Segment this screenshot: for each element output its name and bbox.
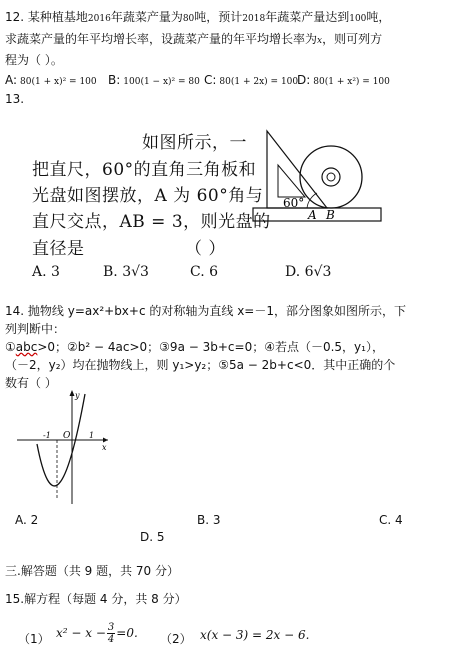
q13-number: 13.	[5, 92, 25, 106]
q14-parabola-graph	[15, 388, 110, 506]
q15-part2-label: （2）	[160, 632, 192, 646]
ruler-shape	[253, 208, 381, 221]
disc-hole	[327, 173, 335, 181]
q13-option-d: D. 6√3	[285, 264, 332, 280]
q12-option-c: C: 80(1 + 2x) = 100	[204, 73, 299, 87]
origin-label: O	[63, 431, 71, 441]
q13-answer-blank: （ ）	[185, 239, 226, 259]
q13-line3: 光盘如图摆放，A 为 60°角与	[32, 186, 264, 206]
y-axis-label: y	[75, 391, 80, 400]
q13-line2: 把直尺，60°的直角三角板和	[32, 160, 257, 180]
q14-line2: 列判断中：	[5, 322, 66, 336]
q13-line1: 如图所示，一	[142, 133, 247, 153]
q12-option-d: D: 80(1 + x²) = 100	[297, 73, 390, 87]
tick-neg1-label: -1	[43, 431, 51, 440]
q14-option-c: C. 4	[379, 513, 403, 527]
q14-line4: （－2，y₂）均在抛物线上，则 y₁>y₂；⑤5a − 2b+c<0．其中正确的个	[5, 358, 396, 372]
disc-outer	[300, 146, 362, 208]
q13-option-b: B. 3√3	[103, 264, 149, 280]
q14-option-a: A. 2	[15, 513, 39, 527]
q13-line4: 直尺交点，AB = 3，则光盘的	[32, 212, 271, 232]
q14-line5: 数有（ ）	[5, 376, 57, 390]
q13-option-a: A. 3	[32, 264, 60, 280]
q15-part2-equation: x(x − 3) = 2x − 6.	[200, 628, 310, 642]
section3-heading: 三.解答题（共 9 题，共 70 分）	[5, 564, 179, 578]
point-b-label: B	[326, 208, 335, 222]
q14-line3: ①abc>0；②b² − 4ac>0；③9a − 3b+c=0；④若点（－0.5，y₁），	[5, 340, 384, 354]
q15-part1-equation: x² − x − $\frac{3}{4}$ =0.	[56, 622, 138, 645]
q15-part1-label: （1）	[18, 632, 50, 646]
q13-option-c: C. 6	[190, 264, 219, 280]
point-a-label: A	[308, 208, 317, 222]
q12-line3: 程为（ ）。	[5, 53, 63, 67]
disc-inner	[322, 168, 340, 186]
tick-1-label: 1	[89, 431, 95, 440]
q12-option-b: B: 100(1 − x)² = 80	[108, 73, 200, 87]
q14-option-b: B. 3	[197, 513, 221, 527]
q15-title: 15.解方程（每题 4 分，共 8 分）	[5, 592, 187, 606]
q12-option-a: A: 80(1 + x)² = 100	[5, 73, 97, 87]
q14-line1: 14. 抛物线 y=ax²+bx+c 的对称轴为直线 x=－1，部分图象如图所示，下	[5, 304, 406, 318]
q12-line2: 求蔬菜产量的年平均增长率，设蔬菜产量的年平均增长率为x，则可列方	[5, 32, 383, 46]
q14-option-d: D. 5	[140, 530, 165, 544]
q12-line1: 12. 某种植基地2016年蔬菜产量为80吨，预计2018年蔬菜产量达到100吨，	[5, 10, 391, 24]
x-axis-label: x	[102, 443, 107, 452]
q13-line5: 直径是	[32, 239, 85, 259]
angle-label: 60°	[283, 196, 305, 210]
q13-figure	[245, 125, 385, 225]
